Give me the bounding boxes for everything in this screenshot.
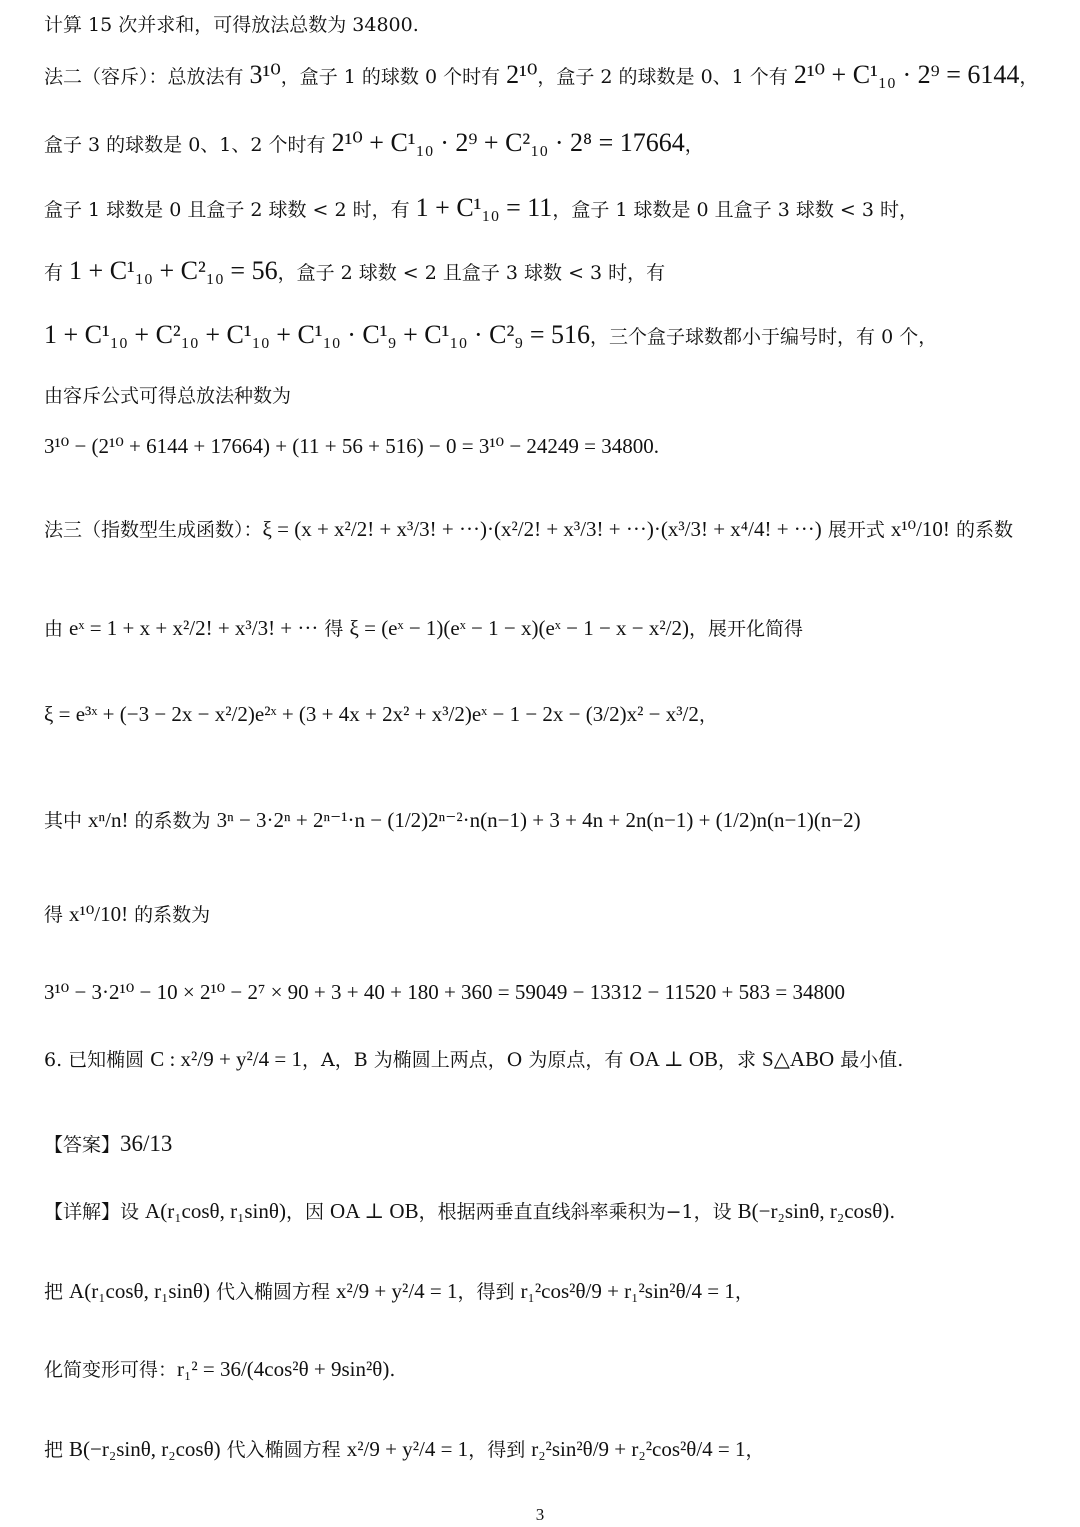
text-line (44, 980, 845, 1005)
text-segment: ，得到 (468, 1439, 532, 1461)
math-expression: OA ⊥ OB (330, 1199, 419, 1223)
math-expression: 3ⁿ − 3·2ⁿ + 2ⁿ⁻¹·n − (1/2)2ⁿ⁻²·n(n−1) + 3 + 4n + 2n(n−1) + (1/2)n(n−1)(n−2) (216, 808, 861, 832)
math-expression: A(r₁cosθ, r₁sinθ) (145, 1199, 286, 1223)
text-segment: 化简变形可得： (44, 1359, 178, 1381)
text-line (44, 614, 803, 641)
math-expression: 3¹⁰ − (2¹⁰ + 6144 + 17664) + (11 + 56 + 516) − 0 = 3¹⁰ − 24249 = 34800. (44, 434, 660, 458)
text-line (44, 128, 704, 158)
text-segment: 法二（容斥）：总放法有 (44, 66, 250, 88)
text-line (44, 1355, 395, 1382)
text-segment: ，展开化简得 (689, 618, 804, 640)
math-expression: 3¹⁰ (249, 60, 281, 89)
math-expression: x¹⁰/10! (890, 517, 950, 541)
text-segment: 的系数为 (128, 904, 211, 926)
math-expression: 36/13 (120, 1131, 173, 1156)
text-segment: 由容斥公式可得总放法种数为 (44, 385, 292, 407)
text-segment: ， (745, 1439, 765, 1461)
text-line (44, 1197, 895, 1224)
math-expression: 2¹⁰ (506, 60, 538, 89)
text-segment: ，求 (718, 1049, 763, 1071)
text-segment: 计算 15 次并求和，可得放法总数为 34800. (44, 14, 419, 36)
math-expression: 2¹⁰ + C¹₁₀ · 2⁹ = 6144 (793, 60, 1020, 89)
text-line (44, 515, 1013, 542)
text-segment: ，得到 (457, 1281, 521, 1303)
math-expression: x²/9 + y²/4 = 1 (346, 1437, 469, 1461)
math-expression: xⁿ/n! (88, 808, 129, 832)
math-expression: OA ⊥ OB (629, 1047, 718, 1071)
math-expression: B(−r₂sinθ, r₂cosθ) (737, 1199, 890, 1223)
text-line (44, 60, 1038, 90)
text-segment: 把 (44, 1439, 70, 1461)
text-line (44, 1435, 765, 1462)
math-expression: ξ = (x + x²/2! + x³/3! + ···)·(x²/2! + x³/3! + ···)·(x³/3! + x⁴/4! + ···) (262, 517, 822, 541)
math-expression: x²/9 + y²/4 = 1 (336, 1279, 458, 1303)
text-segment: ，盒子 1 球数是 0 且盒子 3 球数 < 3 时， (552, 199, 918, 221)
text-line (44, 10, 419, 37)
math-expression: r₁² = 36/(4cos²θ + 9sin²θ) (177, 1357, 390, 1381)
text-segment: ，盒子 2 球数 < 2 且盒子 3 球数 < 3 时，有 (277, 262, 666, 284)
text-segment: ， (684, 134, 704, 156)
text-segment: ， (698, 704, 718, 726)
text-segment: 6. 已知椭圆 (44, 1049, 151, 1071)
text-segment: 盒子 3 的球数是 0、1、2 个时有 (44, 134, 332, 156)
math-expression: 1 + C¹₁₀ = 11 (415, 193, 553, 222)
text-segment: . (889, 1201, 896, 1223)
text-segment: ，因 (285, 1201, 330, 1223)
text-line (44, 1045, 903, 1072)
text-segment: ，三个盒子球数都小于编号时，有 0 个， (590, 326, 938, 348)
text-line (44, 193, 918, 223)
text-segment: 其中 (44, 810, 89, 832)
text-line (44, 381, 291, 408)
text-line (44, 320, 937, 350)
text-segment: 法三（指数型生成函数）： (44, 519, 263, 541)
math-expression: ξ = e³ˣ + (−3 − 2x − x²/2)e²ˣ + (3 + 4x + 2x² + x³/2)eˣ − 1 − 2x − (3/2)x² − x³/2 (44, 702, 699, 726)
math-expression: 1 + C¹₁₀ + C²₁₀ = 56 (69, 256, 278, 285)
text-line (44, 806, 861, 833)
math-expression: ξ = (eˣ − 1)(eˣ − 1 − x)(eˣ − 1 − x − x²/2) (349, 616, 690, 640)
text-segment: 展开式 (821, 519, 891, 541)
text-segment: 的系数 (949, 519, 1013, 541)
text-segment: 得 (318, 618, 350, 640)
text-line (44, 256, 665, 286)
math-expression: 3¹⁰ − 3·2¹⁰ − 10 × 2¹⁰ − 2⁷ × 90 + 3 + 40 + 180 + 360 = 59049 − 13312 − 11520 + 583 = 34800 (44, 980, 845, 1004)
text-segment: 得 (44, 904, 70, 926)
math-expression: A(r₁cosθ, r₁sinθ) (69, 1279, 210, 1303)
text-segment: 有 (44, 262, 70, 284)
text-segment: 把 (44, 1281, 70, 1303)
text-line (44, 1130, 172, 1157)
text-segment: ，盒子 2 的球数是 0、1 个有 (537, 66, 794, 88)
text-segment: . (389, 1359, 396, 1381)
text-segment: ， (734, 1281, 754, 1303)
text-segment: 的系数为 (128, 810, 217, 832)
math-expression: x¹⁰/10! (69, 902, 129, 926)
math-expression: S△ABO (762, 1047, 835, 1071)
text-segment: 【详解】设 (44, 1201, 146, 1223)
page-number: 3 (535, 1505, 545, 1524)
text-segment: 代入椭圆方程 (220, 1439, 347, 1461)
math-expression: r₁²cos²θ/9 + r₁²sin²θ/4 = 1 (520, 1279, 735, 1303)
text-line (44, 700, 718, 727)
text-segment: ，盒子 1 的球数 0 个时有 (280, 66, 507, 88)
math-expression: eˣ = 1 + x + x²/2! + x³/3! + ··· (69, 616, 319, 640)
text-segment: 代入椭圆方程 (209, 1281, 337, 1303)
text-segment: 最小值. (834, 1049, 904, 1071)
text-segment: ，A，B 为椭圆上两点，O 为原点，有 (302, 1049, 630, 1071)
text-segment: ， (1019, 66, 1039, 88)
text-line (44, 434, 659, 459)
text-line (44, 1277, 754, 1304)
text-segment: 由 (44, 618, 70, 640)
math-expression: r₂²sin²θ/9 + r₂²cos²θ/4 = 1 (531, 1437, 746, 1461)
math-expression: 2¹⁰ + C¹₁₀ · 2⁹ + C²₁₀ · 2⁸ = 17664 (331, 128, 685, 157)
text-segment: 盒子 1 球数是 0 且盒子 2 球数 < 2 时，有 (44, 199, 416, 221)
text-segment: ，根据两垂直直线斜率乘积为−1，设 (418, 1201, 738, 1223)
text-segment: 【答案】 (44, 1134, 121, 1156)
math-expression: B(−r₂sinθ, r₂cosθ) (69, 1437, 221, 1461)
math-expression: C : x²/9 + y²/4 = 1 (150, 1047, 303, 1071)
text-line (44, 900, 210, 927)
math-expression: 1 + C¹₁₀ + C²₁₀ + C¹₁₀ + C¹₁₀ · C¹₉ + C¹₁₀ · C²₉ = 516 (44, 320, 591, 349)
